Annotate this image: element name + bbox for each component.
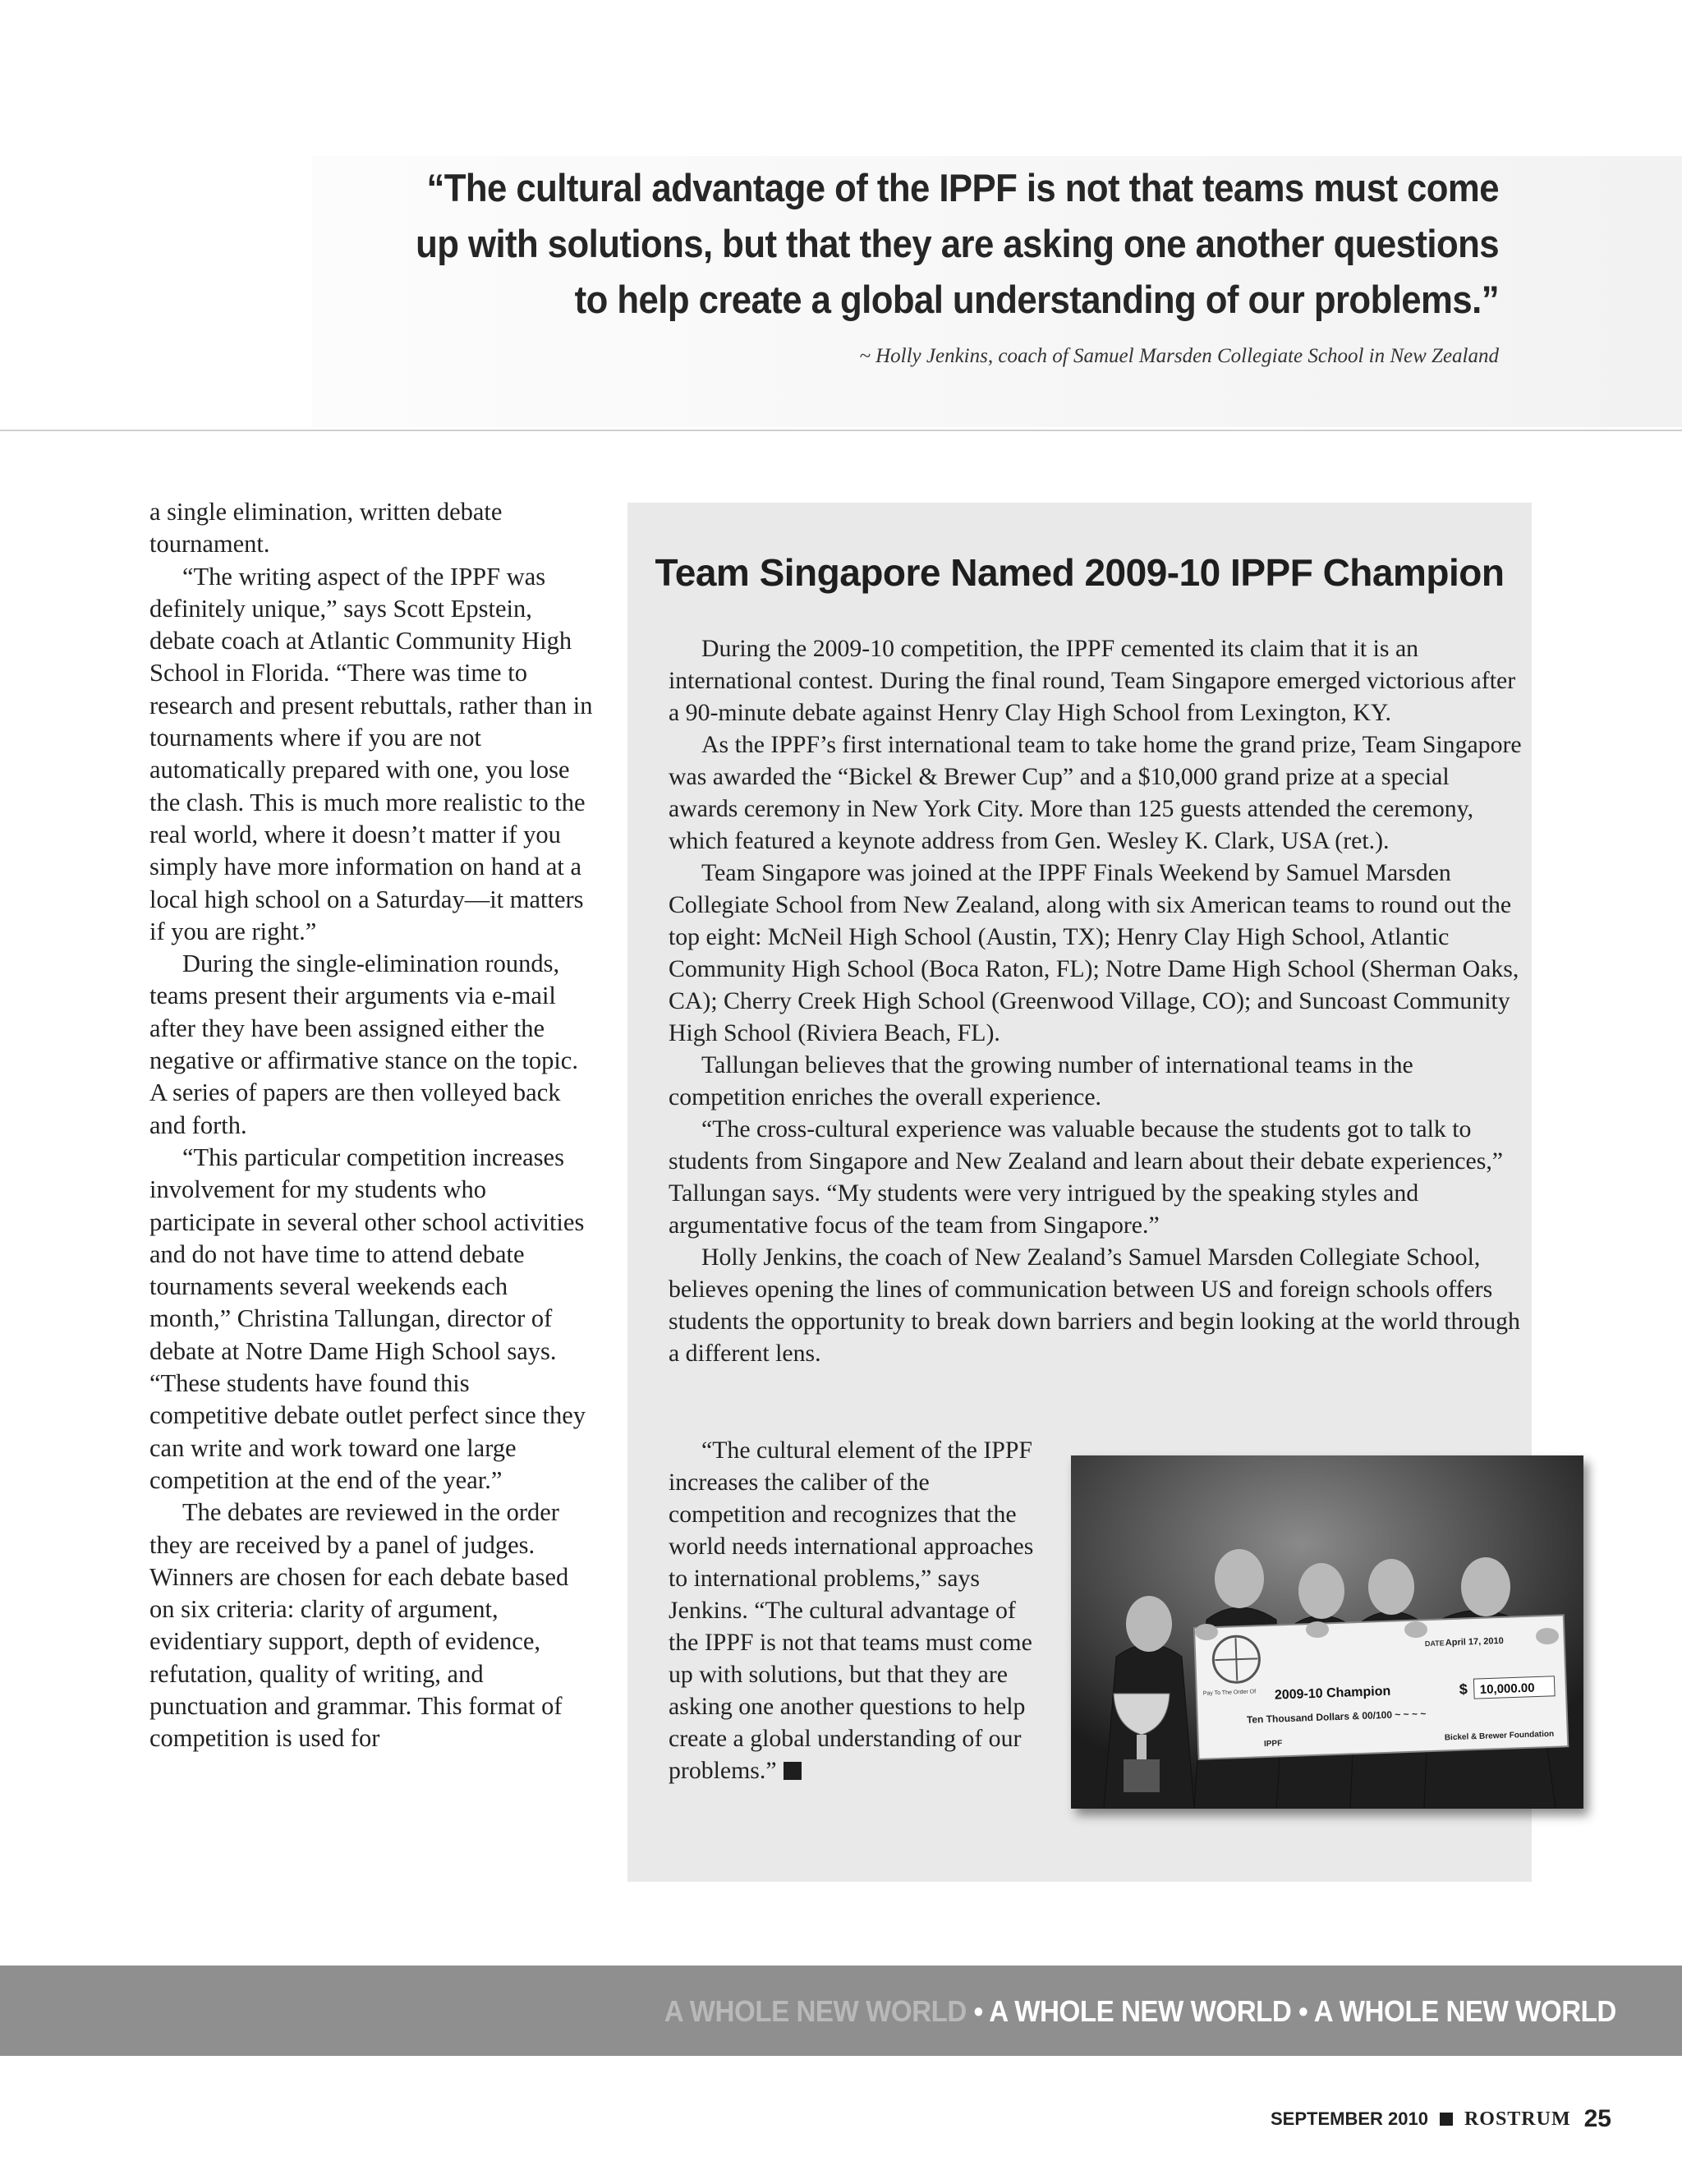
sidebar-paragraph: “The cross-cultural experience was valuable because the students got to talk to students from Singapore and New Zealand and learn about their debate experiences,” Tallungan says. “My students were very intrigued by the speaking styles and argumentative focus of the team from Singapore.” <box>669 1115 1504 1239</box>
check-amount: 10,000.00 <box>1479 1681 1535 1697</box>
sidebar-body <box>669 632 1523 1369</box>
team-photo-illustration <box>1071 1455 1583 1809</box>
check-amount-words: Ten Thousand Dollars & 00/100 ~ ~ ~ ~ <box>1246 1708 1427 1726</box>
pull-quote-line: “The cultural advantage of the IPPF is not that teams must come <box>426 166 1500 209</box>
footer-separator-icon <box>1440 2113 1453 2126</box>
sidebar-paragraph: Holly Jenkins, the coach of New Zealand’s Samuel Marsden Collegiate School, believes opening the lines of communication between US and foreign schools offers students the opportunity to break down barriers and begin looking at the world through a different lens. <box>669 1244 1520 1367</box>
magazine-name: ROSTRUM <box>1464 2108 1571 2130</box>
sidebar-closing-paragraph <box>669 1434 1038 1786</box>
pull-quote-attribution: ~ Holly Jenkins, coach of Samuel Marsden Collegiate School in New Zealand <box>859 345 1499 367</box>
pull-quote <box>395 160 1499 328</box>
check-signer: Bickel & Brewer Foundation <box>1444 1729 1555 1743</box>
article-paragraph: The debates are reviewed in the order they are received by a panel of judges. Winners are chosen for each debate based on six criteria: clarity of argument, evidentiary support, depth of evidence, refutation, quality of writing, and punctuation and grammar. This format of competition is used for <box>149 1498 569 1753</box>
section-banner-text <box>664 1994 1616 2029</box>
team-photo <box>1071 1455 1583 1809</box>
banner-phrase: A WHOLE NEW WORLD <box>1313 1994 1616 2028</box>
sidebar-paragraph: As the IPPF’s first international team to take home the grand prize, Team Singapore was awarded the “Bickel & Brewer Cup” and a $10,000 grand prize at a special awards ceremony in New York City. More than 125 guests attended the ceremony, which featured a keynote address from Gen. Wesley K. Clark, USA (ret.). <box>669 731 1522 854</box>
pull-quote-line: to help create a global understanding of our problems.” <box>574 278 1500 321</box>
svg-text:$: $ <box>1459 1681 1468 1698</box>
sidebar-title: Team Singapore Named 2009-10 IPPF Champion <box>655 551 1505 594</box>
article-paragraph: a single elimination, written debate tournament. <box>149 498 503 559</box>
banner-phrase: A WHOLE NEW WORLD <box>989 1994 1292 2028</box>
check-date: April 17, 2010 <box>1445 1635 1504 1648</box>
section-divider <box>0 430 1682 431</box>
sidebar-paragraph: During the 2009-10 competition, the IPPF cemented its claim that it is an international contest. During the final round, Team Singapore emerged victorious after a 90-minute debate against Henry Clay High School from Lexington, KY. <box>669 635 1516 726</box>
main-article-column <box>149 496 593 1755</box>
check-date-label: DATE <box>1424 1639 1445 1648</box>
issue-date: SEPTEMBER 2010 <box>1270 2108 1428 2129</box>
banner-separator: • <box>1291 1994 1314 2028</box>
page-number: 25 <box>1583 2105 1611 2132</box>
check-payee: 2009-10 Champion <box>1274 1684 1391 1703</box>
prize-check <box>1194 1615 1568 1759</box>
check-memo: IPPF <box>1263 1739 1283 1749</box>
end-of-article-mark <box>784 1762 802 1780</box>
sidebar-closing-text: “The cultural element of the IPPF increases the caliber of the competition and recognizes that the world needs international approaches to international problems,” says Jenkins. “The cultural advantage of the IPPF is not that teams must come up with solutions, but that they are asking one another questions to help create a global understanding of our problems.” <box>669 1437 1034 1784</box>
article-paragraph: “This particular competition increases involvement for my students who participate in several other school activities and do not have time to attend debate tournaments several weekends each month,” Christina Tallungan, director of debate at Notre Dame High School says. “These students have found this competitive debate outlet perfect since they can write and work toward one large competition at the end of the year.” <box>149 1143 586 1494</box>
article-paragraph: During the single-elimination rounds, teams present their arguments via e-mail after they have been assigned either the negative or affirmative stance on the topic. A series of papers are then volleyed back and forth. <box>149 949 578 1139</box>
pull-quote-line: up with solutions, but that they are asking one another questions <box>416 222 1499 265</box>
sidebar-paragraph: Tallungan believes that the growing number of international teams in the competition enriches the overall experience. <box>669 1051 1413 1110</box>
banner-separator: • <box>967 1994 990 2028</box>
sidebar-paragraph: Team Singapore was joined at the IPPF Finals Weekend by Samuel Marsden Collegiate School from New Zealand, along with six American teams to round out the top eight: McNeil High School (Austin, TX); Henry Clay High School, Atlantic Community High School (Boca Raton, FL); Notre Dame High School (Sherman Oaks, CA); Cherry Creek High School (Greenwood Village, CO); and Suncoast Community High School (Riviera Beach, FL). <box>669 859 1519 1046</box>
page-footer <box>1271 2105 1611 2133</box>
banner-phrase-faded: A WHOLE NEW WORLD <box>664 1994 967 2028</box>
check-payee-label: Pay To The Order Of <box>1202 1689 1257 1697</box>
article-paragraph: “The writing aspect of the IPPF was definitely unique,” says Scott Epstein, debate coach at Atlantic Community High School in Florida. “There was time to research and present rebuttals, rather than in tournaments where if you are not automatically prepared with one, you lose the clash. This is much more realistic to the real world, where it doesn’t matter if you simply have more information on hand at a local high school on a Saturday—it matters if you are right.” <box>149 562 593 945</box>
